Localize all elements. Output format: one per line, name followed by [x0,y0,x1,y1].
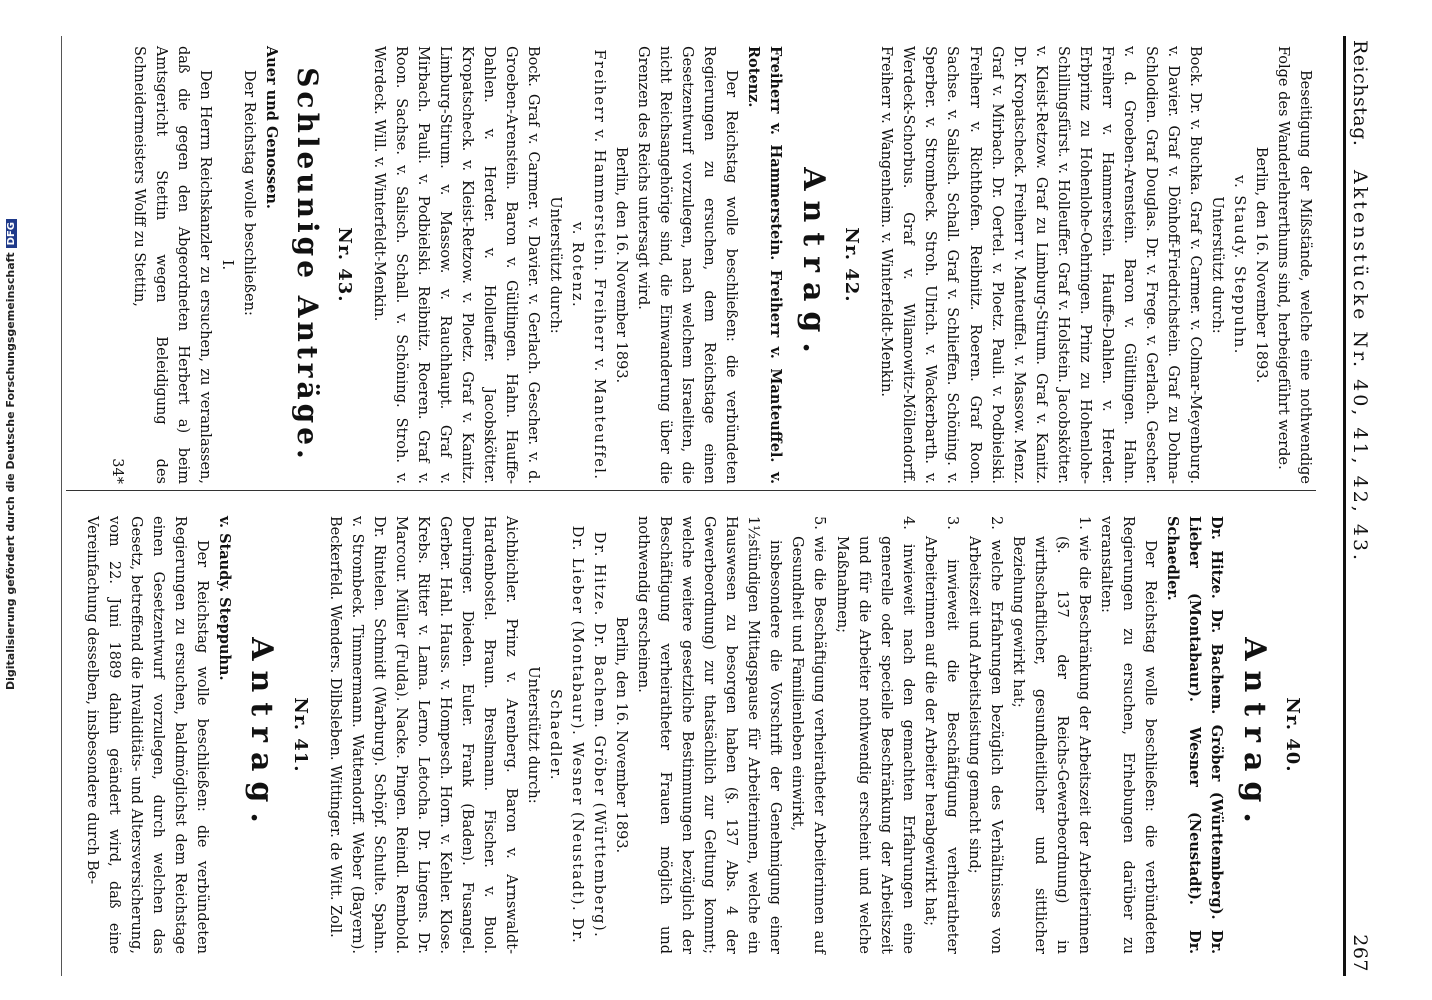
nr41-number: Nr. 41. [289,697,311,773]
nr43-item-number: I. [218,259,235,271]
nr43-number: Nr. 43. [333,227,355,303]
nr40-date: Berlin, den 16. November 1893. [613,616,630,854]
nr40-support-label: Unterstützt durch: [525,666,542,804]
date-line: Berlin, den 16. November 1893. [1252,146,1269,384]
nr42-title: Antrag. [796,167,832,363]
support-label: Unterstützt durch: [1208,196,1225,334]
continued-paragraph: Beseitigung der Mißstände, welche eine nothwendige Folge des Wanderlehrerthums sind, herbeigeführt werde. [1274,46,1313,484]
nr42-text: Der Reichstag wolle beschließen: die verbündeten Regierungen zu ersuchen, dem Reichstage einen Gesetzentwurf vorzulegen, nach welchem Israeliten, die nicht Reichsangehörige sind, die Einwanderung über die Grenzen des Reichs untersagt wird. [635,46,740,484]
nr40-item: 5. wie die Beschäftigung verheiratheter Arbeiterinnen auf Gesundheit und Familienleben einwirkt, [789,516,828,954]
credit-text: Digitalisierung gefördert durch die Deutsche Forschungsgemeinschaft [4,252,17,690]
nr40-item: 4. inwieweit nach den gemachten Erfahrungen eine generelle oder specielle Beschränkung der Arbeitszeit und für die Arbeiter nothwendig erscheint und welche Maßnahmen; [833,516,916,954]
right-column [81,516,1316,954]
header-left: Reichstag. [1349,40,1371,147]
page-number: 267 [1349,934,1371,972]
column-divider [66,490,1316,491]
nr41-title: Antrag. [244,637,280,833]
header-rule [1343,36,1346,976]
nr42-number: Nr. 42. [841,227,863,303]
nr40-item: 2. welche Erfahrungen bezüglich des Verhältnisses von Arbeitszeit und Arbeitsleistung gemacht sind; [965,516,1004,954]
nr40-movers: Dr. Hitze. Dr. Bachem. Gröber (Württemberg). Dr. Lieber (Montabaur). Wesner (Neustadt). Dr. Schaedler. [1163,516,1226,954]
nr42-support-label: Unterstützt durch: [547,196,564,334]
digitization-credit [4,219,17,690]
page-header [1348,40,1378,972]
bottom-rule [61,36,62,976]
nr42-signers: Freiherr v. Hammerstein. Freiherr v. Manteuffel. v. Rotenz. [569,49,608,481]
nr41-text: Der Reichstag wolle beschließen: die verbündeten Regierungen zu ersuchen, baldmöglichst dem Reichstage einen Gesetzentwurf vorzulegen, durch welchen das Gesetz, betreffend die Invaliditäts- und Altersversicherung, vom 22. Juni 1889 dahin geändert wird, daß eine Vereinfachung desselben, insbesondere durch Be- [83,516,210,954]
nr40-closing: insbesondere die Vorschrift der Genehmigung einer 1½stündigen Mittagspause für Arbeiterinnen, welche ein Hauswesen zu besorgen haben (§. 137 Abs. 4 der Gewerbeordnung) zur thatsächlich zur Geltung kommt; welche weitere gesetzliche Bestimmungen bezüglich der Beschäftigung verheiratheter Frauen möglich und nothwendig erscheinen. [635,516,784,954]
supporters-list: Bock. Dr. v. Buchka. Graf v. Carmer. v. Colmar-Meyenburg. v. Davier. Graf v. Dönhoff-Friedrichstein. Graf zu Dohna-Schlodien. Graf Douglas. Dr. v. Frege. v. Gerlach. Gescher. v. d. Groeben-Arenstein. Baron v. Gültlingen. Hahn. Freiherr v. Hammerstein. Hauffe-Dahlen. v. Herder. Erbprinz zu Hohenlohe-Oehringen. Prinz zu Hohenlohe-Schillingsfürst. v. Holleuffer. Graf v. Holstein. Jacobskötter. v. Kleist-Retzow. Graf zu Limburg-Stirum. Graf v. Kanitz. Dr. Kropatscheck. Freiherr v. Manteuffel. v. Massow. Menz. Graf v. Mirbach. Dr. Oertel. v. Ploetz. Pauli. v. Podbielski. Freiherr v. Richthofen. Reibnitz. Roeren. Graf Roon. Sachse. v. Salisch. Schall. Graf v. Schlieffen. Schöning. v. Sperber. v. Strombeck. Stroh. Ulrich. v. Wackerbarth. v. Werdeck-Schorbus. Graf v. Wilamowitz-Möllendorff. Freiherr v. Wangenheim. v. Winterfeldt-Menkin. [878,46,1203,484]
nr40-number: Nr. 40. [1282,697,1303,773]
nr40-title: Antrag. [1236,637,1272,833]
nr42-movers: Freiherr v. Hammerstein. Freiherr v. Manteuffel. v. Rotenz. [745,46,785,484]
sheet-signature: 34* [108,458,125,484]
rotated-document-page [56,0,1386,1000]
nr40-intro: Der Reichstag wolle beschließen: die verbündeten Regierungen zu ersuchen, Erhebungen darüber zu veranstalten: [1097,516,1158,954]
nr43-item-text: Den Herrn Reichskanzler zu ersuchen, zu veranlassen, daß die gegen den Abgeordneten Herbert a) beim Amtsgericht Stettin wegen Beleidigung des Schneidermeisters Wolff zu Stettin, [130,46,213,484]
nr42-date: Berlin, den 16. November 1893. [613,146,630,384]
nr43-text: Der Reichstag wolle beschließen: [240,70,257,316]
nr42-supporters: Bock. Graf v. Carmer. v. Davier. v. Gerlach. Gescher. v. d. Groeben-Arenstein. Baron v. Gültlingen. Hahn. Hauffe-Dahlen. v. Herder. v. Holleuffer. Jacobskötter. Kropatscheck. v. Kleist-Retzow. v. Ploetz. Graf v. Kanitz. Limburg-Stirum. v. Massow. v. Rauchhaupt. Graf v. Mirbach. Pauli. v. Podbielski. Reibnitz. Roeren. Graf v. Roon. Sachse. v. Salisch. Schall. v. Schöning. Stroh. v. Werdeck. Will. v. Winterfeldt-Menkin. [370,46,542,484]
nr41-movers: v. Staudy. Steppuhn. [215,516,233,681]
nr40-item: 3. inwieweit die Beschäftigung verheiratheter Arbeiterinnen auf die der Arbeiter herabgewirkt hat; [921,516,960,954]
signers: v. Staudy. Steppuhn. [1230,175,1247,355]
header-center: Aktenstücke Nr. 40, 41, 42, 43. [1349,170,1371,564]
nr43-movers: Auer und Genossen. [262,46,280,209]
dfg-logo: DFG [6,219,17,248]
nr40-item: 1. wie die Beschränkung der Arbeitszeit der Arbeiterinnen (§. 137 der Reichs-Gewerbeordnung) in wirthschaftlicher, gesundheitlicher und sittlicher Beziehung gewirkt hat; [1009,516,1092,954]
nr40-supporters: Aichbichler. Prinz v. Arenberg. Baron v. Arnswaldt-Hardenbostel. Braun. Breslmann. Fischer. v. Buol. Deuringer. Dieden. Euler. Frank (Baden). Fusangel. Gerber. Hahl. Hauss. v. Hompesch. Horn. v. Kehler. Klose. Krebs. Ritter v. Lama. Lerno. Letocha. Dr. Lingens. Dr. Marcour. Müller (Fulda). Nacke. Pingen. Reindl. Rembold. Dr. Rintelen. Schmidt (Warburg). Schöpf. Schulte. Spahn. v. Strombeck. Timmermann. Wattendorff. Weber (Bayern). Beckerfeld. Wenders. Dilbsleben. Wittinger. de Witt. Zoll. [326,516,520,954]
left-column [106,46,1316,484]
nr40-signers: Dr. Hitze. Dr. Bachem. Gröber (Württemberg). Dr. Lieber (Montabaur). Wesner (Neustadt). Dr. Schaedler. [547,525,608,945]
nr43-title: Schleunige Anträge. [291,67,325,463]
